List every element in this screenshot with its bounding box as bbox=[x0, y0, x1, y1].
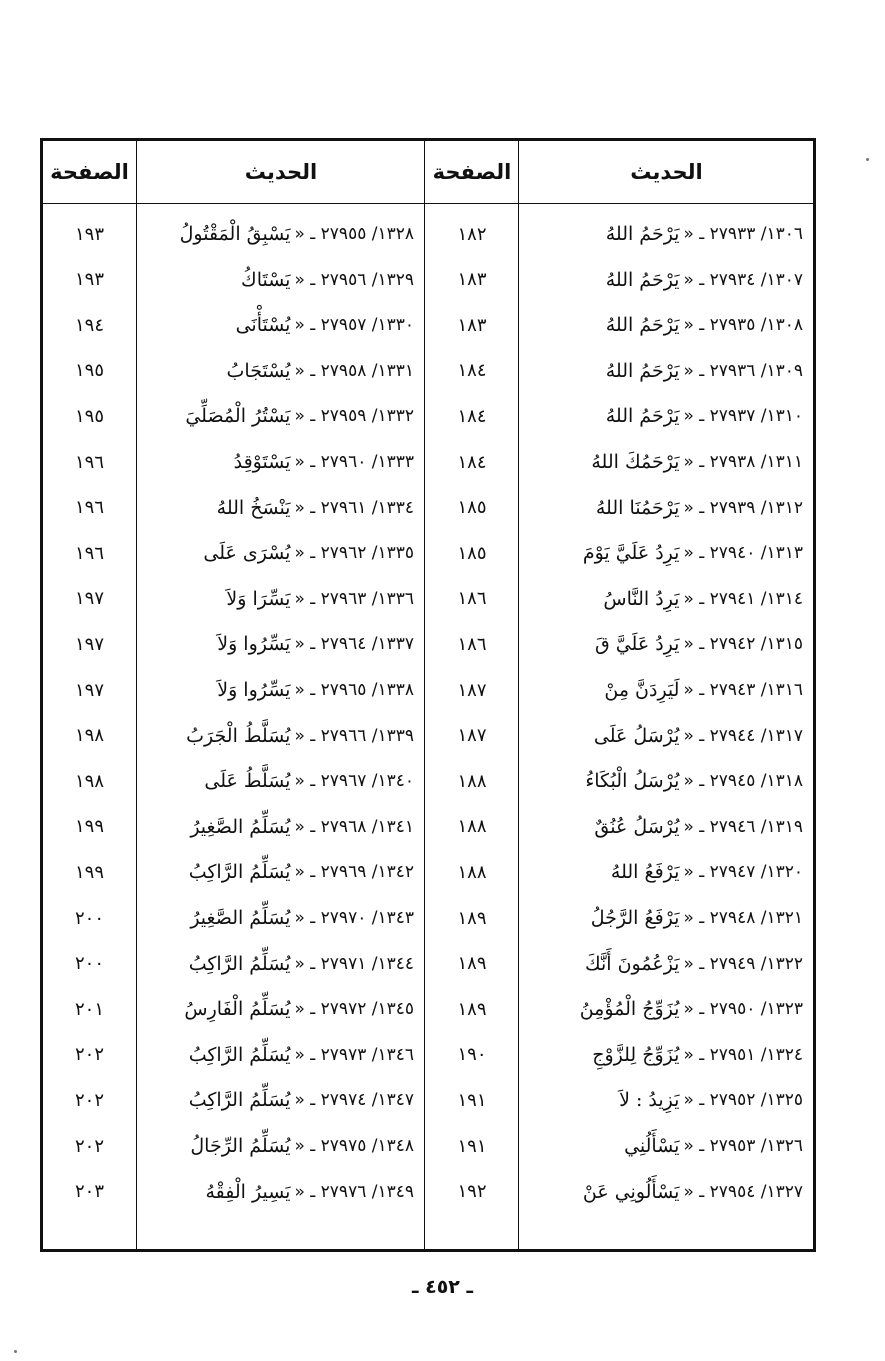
hadith-incipit: يَسِّرَا وَلاَ bbox=[226, 587, 291, 610]
hadith-number: ١٣١٩/ ٢٧٩٤٦ ـ « bbox=[683, 816, 803, 837]
page-reference: ١٨٦ bbox=[457, 588, 487, 610]
page-reference: ١٩٣ bbox=[75, 223, 105, 245]
table-row bbox=[43, 1077, 813, 1123]
hadith-entry bbox=[138, 713, 424, 759]
header-page-left: الصفحة bbox=[50, 160, 129, 184]
table-row bbox=[43, 348, 813, 394]
page-reference: ١٨٨ bbox=[457, 770, 487, 792]
hadith-number: ١٣٤٠/ ٢٧٩٦٧ ـ « bbox=[294, 771, 414, 792]
hadith-number: ١٣٣٥/ ٢٧٩٦٢ ـ « bbox=[294, 543, 414, 564]
hadith-number: ١٣٢٤/ ٢٧٩٥١ ـ « bbox=[683, 1044, 803, 1065]
page-reference: ١٩٧ bbox=[75, 633, 105, 655]
hadith-incipit: يُسَلِّمُ الرَّاكِبُ bbox=[188, 1043, 291, 1066]
page-reference: ١٨٤ bbox=[457, 405, 487, 427]
page-reference: ١٨٤ bbox=[457, 360, 487, 382]
table-row bbox=[43, 941, 813, 987]
hadith-entry bbox=[138, 941, 424, 987]
hadith-incipit: يَرْحَمُنَا اللهُ bbox=[595, 496, 680, 519]
table-row bbox=[43, 576, 813, 622]
hadith-number: ١٣٢١/ ٢٧٩٤٨ ـ « bbox=[683, 908, 803, 928]
page-reference: ١٩٠ bbox=[457, 1044, 487, 1066]
hadith-number: ١٣١١/ ٢٧٩٣٨ ـ « bbox=[683, 452, 803, 472]
table-row bbox=[43, 849, 813, 895]
page-reference: ٢٠٢ bbox=[75, 1044, 105, 1066]
hadith-number: ١٣٣٤/ ٢٧٩٦١ ـ « bbox=[294, 497, 414, 518]
hadith-number: ١٣٢٠/ ٢٧٩٤٧ ـ « bbox=[683, 862, 803, 883]
hadith-incipit: يَرِدُ عَلَيَّ يَوْمَ bbox=[582, 542, 680, 565]
page-reference: ١٨٨ bbox=[457, 861, 487, 883]
hadith-incipit: يَرْحَمُ اللهُ bbox=[605, 314, 680, 337]
hadith-number: ١٣٠٨/ ٢٧٩٣٥ ـ « bbox=[683, 315, 803, 336]
header-hadith-right: الحديث bbox=[630, 160, 703, 184]
hadith-incipit: يُسْتَجَابُ bbox=[226, 359, 291, 382]
hadith-number: ١٣٠٦/ ٢٧٩٣٣ ـ « bbox=[683, 224, 803, 244]
hadith-incipit: يَسِيرُ الْفِقْهُ bbox=[205, 1180, 291, 1203]
page-reference: ١٩٧ bbox=[75, 588, 105, 610]
scan-speck bbox=[866, 158, 869, 161]
hadith-entry bbox=[138, 530, 424, 576]
hadith-incipit: يَسْتَوْقِدُ bbox=[233, 451, 291, 473]
page-reference: ١٨٤ bbox=[457, 451, 487, 473]
hadith-number: ١٣٣٦/ ٢٧٩٦٣ ـ « bbox=[294, 588, 414, 609]
hadith-number: ١٣٤٨/ ٢٧٩٧٥ ـ « bbox=[294, 1136, 414, 1156]
hadith-entry bbox=[138, 621, 424, 667]
page-reference: ١٨٩ bbox=[457, 998, 487, 1020]
hadith-incipit: يَرْحَمُ اللهُ bbox=[605, 359, 680, 382]
hadith-number: ١٣٤١/ ٢٧٩٦٨ ـ « bbox=[294, 816, 414, 837]
hadith-incipit: يَسِّرُوا وَلاَ bbox=[217, 679, 291, 701]
hadith-incipit: يُسْتَأْنَى bbox=[235, 314, 291, 337]
hadith-incipit: يَسْتَاكُ bbox=[241, 268, 291, 291]
table-row bbox=[43, 758, 813, 804]
hadith-number: ١٣٢٨/ ٢٧٩٥٥ ـ « bbox=[294, 224, 414, 244]
page-reference: ١٩٥ bbox=[75, 405, 105, 427]
hadith-incipit: يُسَلِّمُ الرِّجَالُ bbox=[190, 1135, 291, 1157]
table-row bbox=[43, 485, 813, 531]
table-row bbox=[43, 895, 813, 941]
hadith-incipit: يُزَوِّجُ لِلزَّوْجِ bbox=[592, 1043, 680, 1066]
hadith-number: ١٣١٤/ ٢٧٩٤١ ـ « bbox=[683, 588, 803, 609]
page-reference: ١٨٩ bbox=[457, 953, 487, 975]
hadith-incipit: يَنْسَخُ اللهُ bbox=[216, 496, 291, 519]
hadith-entry bbox=[138, 986, 424, 1032]
header-divider bbox=[43, 203, 813, 204]
hadith-entry bbox=[138, 804, 424, 850]
hadith-number: ١٣١٢/ ٢٧٩٣٩ ـ « bbox=[683, 497, 803, 518]
page-reference: ١٩٨ bbox=[75, 770, 105, 792]
hadith-number: ١٣٢٦/ ٢٧٩٥٣ ـ « bbox=[683, 1136, 803, 1156]
hadith-number: ١٣١٦/ ٢٧٩٤٣ ـ « bbox=[683, 680, 803, 700]
hadith-entry bbox=[138, 849, 424, 895]
page-reference: ٢٠١ bbox=[75, 998, 105, 1020]
hadith-number: ١٣٣٨/ ٢٧٩٦٥ ـ « bbox=[294, 680, 414, 700]
hadith-number: ١٣٢٣/ ٢٧٩٥٠ ـ « bbox=[683, 999, 803, 1020]
hadith-incipit: يُسَلَّطُ الْجَرَبُ bbox=[186, 724, 291, 747]
hadith-incipit: يَرْحَمُ اللهُ bbox=[605, 223, 680, 245]
hadith-incipit: يَسْأَلُونِي عَنْ bbox=[582, 1180, 680, 1203]
hadith-number: ١٣٤٥/ ٢٧٩٧٢ ـ « bbox=[294, 999, 414, 1020]
hadith-number: ١٣٤٣/ ٢٧٩٧٠ ـ « bbox=[294, 908, 414, 928]
table-row bbox=[43, 439, 813, 485]
scan-speck bbox=[14, 1350, 17, 1353]
table-row bbox=[43, 302, 813, 348]
page-reference: ١٨٣ bbox=[457, 314, 487, 336]
page-reference: ١٨٩ bbox=[457, 907, 487, 929]
hadith-number: ١٣١٨/ ٢٧٩٤٥ ـ « bbox=[683, 771, 803, 792]
hadith-entry bbox=[138, 257, 424, 303]
hadith-incipit: يُسَلِّمُ الرَّاكِبُ bbox=[188, 952, 291, 975]
hadith-incipit: يَرْحَمُكَ اللهُ bbox=[591, 451, 680, 473]
table-row bbox=[43, 211, 813, 257]
hadith-number: ١٣٣٣/ ٢٧٩٦٠ ـ « bbox=[294, 452, 414, 472]
table-row bbox=[43, 393, 813, 439]
hadith-number: ١٣١٥/ ٢٧٩٤٢ ـ « bbox=[683, 634, 803, 655]
hadith-entry bbox=[138, 895, 424, 941]
hadith-incipit: يَسْأَلُنِي bbox=[624, 1135, 680, 1157]
hadith-entry bbox=[138, 1077, 424, 1123]
page-reference: ٢٠٢ bbox=[75, 1135, 105, 1157]
hadith-incipit: يُسْرَى عَلَى bbox=[203, 542, 291, 565]
page-reference: ٢٠٠ bbox=[75, 953, 105, 975]
page-reference: ٢٠٠ bbox=[75, 907, 105, 929]
page-reference: ١٩١ bbox=[457, 1089, 487, 1111]
hadith-entry bbox=[138, 302, 424, 348]
hadith-number: ١٣٤٤/ ٢٧٩٧١ ـ « bbox=[294, 953, 414, 974]
page-reference: ١٨٧ bbox=[457, 725, 487, 747]
page-reference: ١٩٨ bbox=[75, 725, 105, 747]
hadith-incipit: يُرْسَلُ الْبُكَاءُ bbox=[585, 770, 680, 793]
hadith-index-table bbox=[40, 138, 816, 1252]
hadith-number: ١٣٤٦/ ٢٧٩٧٣ ـ « bbox=[294, 1044, 414, 1065]
hadith-entry bbox=[138, 1123, 424, 1169]
page-reference: ١٩٩ bbox=[75, 861, 105, 883]
hadith-incipit: لَيَرِدَنَّ مِنْ bbox=[604, 679, 680, 701]
hadith-number: ١٣٢٥/ ٢٧٩٥٢ ـ « bbox=[683, 1090, 803, 1111]
hadith-incipit: يُسَلِّمُ الصَّغِيرُ bbox=[190, 907, 291, 929]
hadith-incipit: يَسْتُرُ الْمُصَلِّيَ bbox=[185, 405, 291, 428]
hadith-incipit: يَرِدُ عَلَيَّ قَ bbox=[594, 633, 680, 656]
table-row bbox=[43, 1169, 813, 1215]
hadith-number: ١٣٠٧/ ٢٧٩٣٤ ـ « bbox=[683, 269, 803, 290]
table-row bbox=[43, 1032, 813, 1078]
hadith-number: ١٣٣٢/ ٢٧٩٥٩ ـ « bbox=[294, 406, 414, 427]
hadith-entry bbox=[138, 485, 424, 531]
page-reference: ١٨٨ bbox=[457, 816, 487, 838]
hadith-incipit: يُزَوِّجُ الْمُؤْمِنُ bbox=[579, 998, 680, 1021]
hadith-number: ١٣٢٢/ ٢٧٩٤٩ ـ « bbox=[683, 953, 803, 974]
hadith-number: ١٣٣٠/ ٢٧٩٥٧ ـ « bbox=[294, 315, 414, 336]
page-reference: ١٨٢ bbox=[457, 223, 487, 245]
page-reference: ١٨٧ bbox=[457, 679, 487, 701]
hadith-incipit: يَرِدُ النَّاسُ bbox=[603, 587, 680, 610]
page-reference: ١٨٥ bbox=[457, 497, 487, 519]
hadith-number: ١٣٣١/ ٢٧٩٥٨ ـ « bbox=[294, 360, 414, 381]
hadith-entry bbox=[138, 439, 424, 485]
hadith-incipit: يُسَلِّمُ الْفَارِسُ bbox=[184, 998, 291, 1021]
hadith-incipit: يُرْسَلُ عَلَى bbox=[593, 724, 680, 747]
table-row bbox=[43, 667, 813, 713]
table-row bbox=[43, 257, 813, 303]
hadith-incipit: يَرْفَعُ الرَّجُلُ bbox=[590, 907, 680, 929]
hadith-incipit: يَرْفَعُ اللهُ bbox=[610, 861, 680, 884]
hadith-entry bbox=[138, 348, 424, 394]
page-reference: ١٩٦ bbox=[75, 497, 105, 519]
page-reference: ١٩٧ bbox=[75, 679, 105, 701]
header-page-right: الصفحة bbox=[432, 160, 512, 184]
page-reference: ١٩١ bbox=[457, 1135, 487, 1157]
hadith-entry bbox=[138, 758, 424, 804]
page-reference: ٢٠٣ bbox=[75, 1181, 105, 1203]
hadith-entry bbox=[138, 1169, 424, 1215]
hadith-entry bbox=[138, 211, 424, 257]
hadith-incipit: يَرْحَمُ اللهُ bbox=[605, 405, 680, 428]
hadith-number: ١٣٤٩/ ٢٧٩٧٦ ـ « bbox=[294, 1181, 414, 1202]
page-reference: ١٩٢ bbox=[457, 1181, 487, 1203]
hadith-incipit: يَزِيدُ : لاَ bbox=[619, 1089, 680, 1112]
hadith-incipit: يُرْسَلُ عُنُقٌ bbox=[594, 815, 680, 838]
hadith-incipit: يَسِّرُوا وَلاَ bbox=[217, 633, 291, 656]
hadith-number: ١٣١٧/ ٢٧٩٤٤ ـ « bbox=[683, 725, 803, 746]
hadith-number: ١٣١٣/ ٢٧٩٤٠ ـ « bbox=[683, 543, 803, 564]
page-reference: ١٩٣ bbox=[75, 269, 105, 291]
hadith-number: ١٣٣٩/ ٢٧٩٦٦ ـ « bbox=[294, 725, 414, 746]
hadith-incipit: يُسَلِّمُ الرَّاكِبُ bbox=[188, 1089, 291, 1112]
table-row bbox=[43, 530, 813, 576]
page-reference: ١٩٦ bbox=[75, 451, 105, 473]
hadith-incipit: يُسَلَّطُ عَلَى bbox=[204, 770, 291, 793]
hadith-entry bbox=[138, 576, 424, 622]
hadith-entry bbox=[138, 667, 424, 713]
hadith-number: ١٣٢٧/ ٢٧٩٥٤ ـ « bbox=[683, 1181, 803, 1202]
table-row bbox=[43, 713, 813, 759]
table-row bbox=[43, 804, 813, 850]
page-number: ـ ٤٥٢ ـ bbox=[411, 1276, 473, 1298]
hadith-incipit: يُسَلِّمُ الصَّغِيرُ bbox=[190, 815, 291, 838]
header-hadith-left: الحديث bbox=[244, 160, 318, 184]
page-reference: ١٩٩ bbox=[75, 816, 105, 838]
hadith-number: ١٣٣٧/ ٢٧٩٦٤ ـ « bbox=[294, 634, 414, 655]
hadith-number: ١٣٠٩/ ٢٧٩٣٦ ـ « bbox=[683, 360, 803, 381]
hadith-entry bbox=[138, 393, 424, 439]
hadith-incipit: يَزْعُمُونَ أَنَّكَ bbox=[584, 952, 680, 975]
hadith-incipit: يَسْبِقُ الْمَقْتُولُ bbox=[179, 223, 291, 245]
page-reference: ١٩٥ bbox=[75, 360, 105, 382]
hadith-number: ١٣٤٢/ ٢٧٩٦٩ ـ « bbox=[294, 862, 414, 883]
table-row bbox=[43, 986, 813, 1032]
table-row bbox=[43, 621, 813, 667]
hadith-entry bbox=[138, 1032, 424, 1078]
hadith-incipit: يَرْحَمُ اللهُ bbox=[605, 268, 680, 291]
page-reference: ٢٠٢ bbox=[75, 1089, 105, 1111]
hadith-number: ١٣١٠/ ٢٧٩٣٧ ـ « bbox=[683, 406, 803, 427]
hadith-number: ١٣٢٩/ ٢٧٩٥٦ ـ « bbox=[294, 269, 414, 290]
page-reference: ١٨٣ bbox=[457, 269, 487, 291]
page-reference: ١٩٦ bbox=[75, 542, 105, 564]
hadith-number: ١٣٤٧/ ٢٧٩٧٤ ـ « bbox=[294, 1090, 414, 1111]
table-row bbox=[43, 1123, 813, 1169]
page-reference: ١٨٥ bbox=[457, 542, 487, 564]
hadith-incipit: يُسَلِّمُ الرَّاكِبُ bbox=[188, 861, 291, 884]
page-reference: ١٩٤ bbox=[75, 314, 105, 336]
page-reference: ١٨٦ bbox=[457, 633, 487, 655]
